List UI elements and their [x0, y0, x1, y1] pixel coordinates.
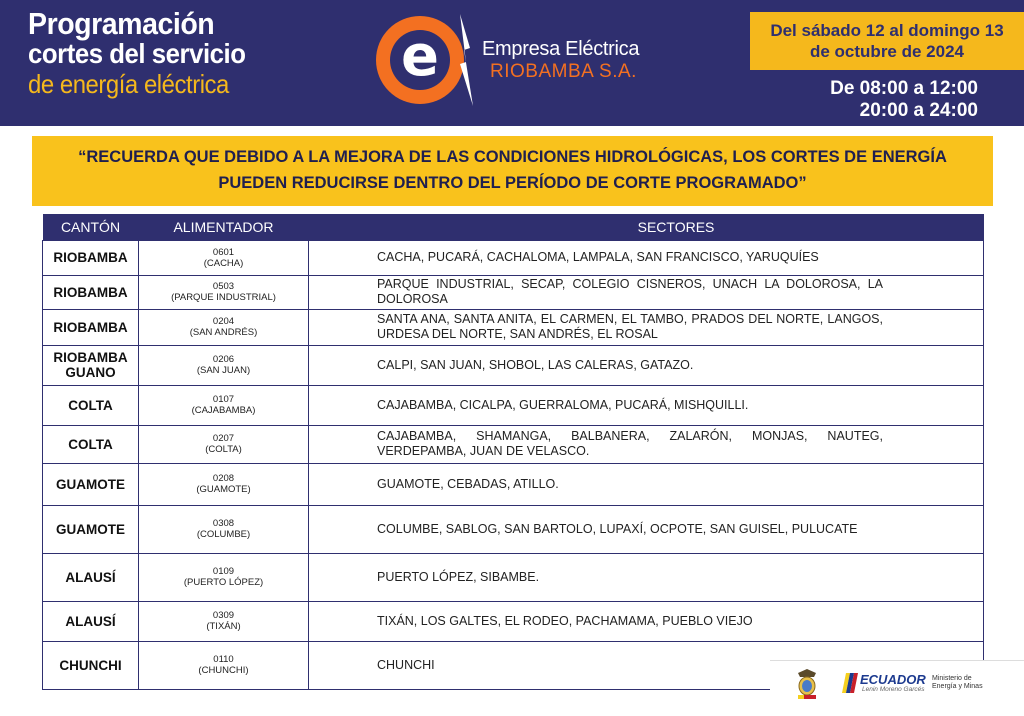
table-row — [43, 345, 984, 385]
notice-banner — [32, 136, 993, 206]
table-row — [43, 601, 984, 641]
alimentador-code: 0503 — [212, 281, 235, 292]
date-box — [750, 12, 1024, 70]
canton-cell — [43, 240, 139, 275]
ecuador-logo — [840, 671, 934, 697]
sectors-cell: TIXÁN, LOS GALTES, EL RODEO, PACHAMAMA, PUEBLO VIEJO — [309, 601, 984, 641]
date-line-2: de octubre de 2024 — [809, 42, 964, 61]
brand-name: Empresa Eléctrica — [482, 38, 640, 60]
alimentador-cell — [139, 553, 309, 601]
company-logo — [372, 12, 672, 112]
canton-cell — [43, 275, 139, 309]
header-canton: CANTÓN — [43, 214, 139, 240]
alimentador-code: 0109 — [212, 566, 235, 577]
alimentador-name: (PARQUE INDUSTRIAL) — [171, 292, 276, 303]
canton-cell — [43, 463, 139, 505]
canton-name-secondary: GUANO — [65, 365, 116, 380]
alimentador-code: 0110 — [213, 654, 234, 665]
table-row — [43, 309, 984, 345]
ecuador-subtitle: Lenin Moreno Garcés — [862, 686, 925, 693]
alimentador-cell — [139, 601, 309, 641]
canton-cell — [43, 601, 139, 641]
canton-name: COLTA — [68, 397, 113, 413]
sectors-cell: SANTA ANA, SANTA ANITA, EL CARMEN, EL TAMBO, PRADOS DEL NORTE, LANGOS, URDESA DEL NORTE, SAN ANDRÉS, EL ROSAL — [309, 309, 984, 345]
sectors-cell: CALPI, SAN JUAN, SHOBOL, LAS CALERAS, GATAZO. — [309, 345, 984, 385]
canton-cell — [43, 385, 139, 425]
alimentador-code: 0601 — [212, 246, 235, 258]
alimentador-code: 0308 — [212, 518, 235, 529]
flag-stripes-icon — [842, 673, 858, 693]
alimentador-name: (GUAMOTE) — [196, 484, 251, 495]
sectors-cell: GUAMOTE, CEBADAS, ATILLO. — [309, 463, 984, 505]
alimentador-name: (SAN ANDRÉS) — [189, 327, 258, 338]
title-line-2: cortes del servicio — [28, 38, 246, 69]
canton-cell — [43, 345, 139, 385]
page-title — [28, 8, 264, 99]
ecuador-word: ECUADOR — [860, 672, 926, 687]
table-row — [43, 425, 984, 463]
alimentador-code: 0107 — [212, 394, 235, 405]
table-row — [43, 240, 984, 275]
canton-cell — [43, 553, 139, 601]
canton-name: ALAUSÍ — [65, 613, 116, 629]
title-line-3: de energía eléctrica — [28, 69, 229, 99]
header-sectores: SECTORES — [309, 214, 984, 240]
alimentador-cell — [139, 641, 309, 689]
alimentador-name: (COLTA) — [205, 444, 242, 455]
canton-name: GUAMOTE — [56, 521, 125, 537]
time-block — [830, 78, 978, 122]
coat-of-arms-icon — [792, 667, 822, 701]
brand-subtitle: RIOBAMBA S.A. — [490, 61, 637, 82]
ministerio-line-1: Ministerio de — [932, 675, 972, 682]
outage-schedule-table — [42, 214, 984, 690]
time-line-1: De 08:00 a 12:00 — [830, 78, 978, 99]
sectors-cell: CHUNCHI — [309, 641, 984, 689]
canton-name: CHUNCHI — [59, 657, 122, 673]
sectors-cell: CAJABAMBA, SHAMANGA, BALBANERA, ZALARÓN, MONJAS, NAUTEG, VERDEPAMBA, JUAN DE VELASCO. — [309, 425, 984, 463]
alimentador-code: 0206 — [212, 354, 235, 365]
alimentador-cell — [139, 275, 309, 309]
alimentador-name: (TIXÁN) — [206, 621, 241, 632]
sectors-cell: PARQUE INDUSTRIAL, SECAP, COLEGIO CISNEROS, UNACH LA DOLOROSA, LA DOLOROSA — [309, 275, 984, 309]
canton-cell — [43, 309, 139, 345]
sectors-cell: COLUMBE, SABLOG, SAN BARTOLO, LUPAXÍ, OCPOTE, SAN GUISEL, PULUCATE — [309, 505, 984, 553]
lightning-bolt-icon — [456, 12, 476, 108]
header-banner — [0, 0, 1024, 126]
alimentador-cell — [139, 345, 309, 385]
canton-name: COLTA — [68, 436, 113, 452]
canton-name: GUAMOTE — [56, 476, 125, 492]
alimentador-name: (CHUNCHI) — [198, 665, 249, 676]
alimentador-name: (COLUMBE) — [196, 529, 251, 540]
table-row — [43, 463, 984, 505]
alimentador-cell — [139, 309, 309, 345]
ministerio-label — [932, 675, 1002, 691]
alimentador-name: (CACHA) — [203, 257, 244, 269]
canton-name: RIOBAMBA — [53, 284, 128, 300]
table-header-row — [43, 214, 984, 240]
date-line-1: Del sábado 12 al domingo 13 — [770, 21, 1004, 40]
alimentador-cell — [139, 463, 309, 505]
canton-cell — [43, 505, 139, 553]
alimentador-cell — [139, 425, 309, 463]
canton-name: RIOBAMBA — [53, 350, 128, 365]
footer-logos — [770, 660, 1024, 710]
logo-circle-icon: e — [376, 16, 464, 104]
table-row — [43, 385, 984, 425]
alimentador-code: 0208 — [212, 473, 235, 484]
sectors-cell: CAJABAMBA, CICALPA, GUERRALOMA, PUCARÁ, MISHQUILLI. — [309, 385, 984, 425]
ministerio-line-2: Energía y Minas — [932, 683, 983, 690]
table-row — [43, 275, 984, 309]
canton-name: RIOBAMBA — [53, 319, 128, 335]
canton-name: RIOBAMBA — [53, 250, 128, 265]
canton-cell — [43, 425, 139, 463]
alimentador-code: 0309 — [212, 610, 235, 621]
alimentador-name: (SAN JUAN) — [196, 365, 251, 376]
sectors-cell: PUERTO LÓPEZ, SIBAMBE. — [309, 553, 984, 601]
table-row — [43, 553, 984, 601]
alimentador-name: (PUERTO LÓPEZ) — [183, 577, 264, 588]
table-row — [43, 505, 984, 553]
alimentador-cell — [139, 505, 309, 553]
canton-name: ALAUSÍ — [65, 569, 116, 585]
title-line-1: Programación — [28, 6, 215, 41]
alimentador-name: (CAJABAMBA) — [191, 405, 256, 416]
time-line-2: 20:00 a 24:00 — [859, 100, 978, 121]
notice-line-1: “RECUERDA QUE DEBIDO A LA MEJORA DE LAS CONDICIONES HIDROLÓGICAS, LOS CORTES DE ENERGÍA — [78, 148, 947, 166]
notice-line-2: PUEDEN REDUCIRSE DENTRO DEL PERÍODO DE CORTE PROGRAMADO” — [218, 174, 807, 192]
header-alimentador: ALIMENTADOR — [139, 214, 309, 240]
alimentador-cell — [139, 385, 309, 425]
alimentador-cell — [139, 240, 309, 275]
sectors-cell: CACHA, PUCARÁ, CACHALOMA, LAMPALA, SAN FRANCISCO, YARUQUÍES — [309, 240, 984, 275]
alimentador-code: 0204 — [212, 316, 235, 327]
canton-cell — [43, 641, 139, 689]
alimentador-code: 0207 — [212, 433, 235, 444]
